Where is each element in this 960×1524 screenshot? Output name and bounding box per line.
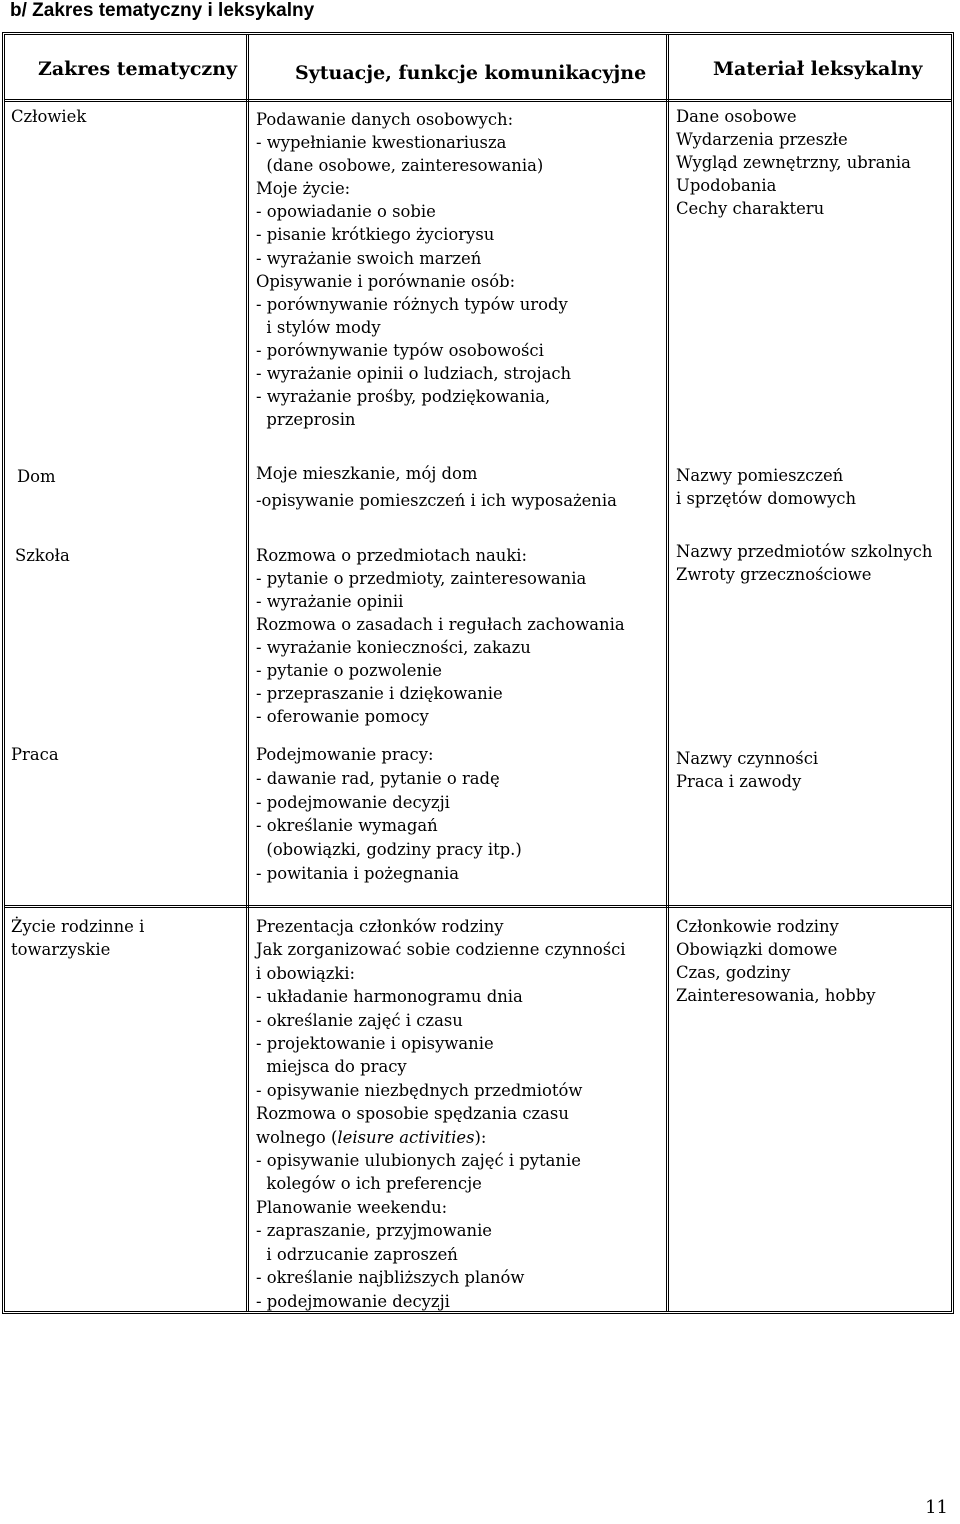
lexicon-szkola: Nazwy przedmiotów szkolnych Zwroty grzecznościowe [676, 542, 933, 584]
situations-praca: Podejmowanie pracy: - dawanie rad, pytanie o radę - podejmowanie decyzji - określanie wymagań (obowiązki, godziny pracy itp.) - powitania i pożegnania [256, 745, 522, 883]
column-divider [666, 34, 669, 1312]
situations-text-b: ): - opisywanie ulubionych zajęć i pytanie kolegów o ich preferencje Planowanie weekendu: - zapraszanie, przyjmowanie i odrzucanie zaproszeń - określanie najbliższych planów - podejmowanie decyzji [256, 1127, 581, 1311]
situations-dom: Moje mieszkanie, mój dom -opisywanie pomieszczeń i ich wyposażenia [256, 464, 617, 510]
header-zakres-tematyczny: Zakres tematyczny [38, 58, 238, 80]
header-material-leksykalny: Materiał leksykalny [713, 58, 923, 80]
header-divider [4, 99, 952, 102]
topic-szkola: Szkoła [15, 546, 70, 565]
topic-zycie-rodzinne: Życie rodzinne i towarzyskie [11, 917, 145, 959]
situations-czlowiek: Podawanie danych osobowych: - wypełnianie kwestionariusza (dane osobowe, zainteresowania) Moje życie: - opowiadanie o sobie - pisanie krótkiego życiorysu - wyrażanie swoich marzeń Opisywanie i porównanie osób: - porównywanie różnych typów urody i stylów mody - porównywanie typów osobowości - wyrażanie opinii o ludziach, strojach - wyrażanie prośby, podziękowania, przeprosin [256, 110, 572, 430]
column-divider [246, 34, 249, 1312]
lexicon-czlowiek: Dane osobowe Wydarzenia przeszłe Wygląd zewnętrzny, ubrania Upodobania Cechy charakteru [676, 107, 911, 218]
row-divider [4, 905, 952, 908]
situations-szkola: Rozmowa o przedmiotach nauki: - pytanie o przedmioty, zainteresowania - wyrażanie opinii Rozmowa o zasadach i regułach zachowania - wyrażanie konieczności, zakazu - pytanie o pozwolenie - przepraszanie i dziękowanie - oferowanie pomocy [256, 546, 625, 726]
header-sytuacje-funkcje: Sytuacje, funkcje komunikacyjne [295, 62, 647, 84]
topic-dom: Dom [17, 467, 56, 486]
page-number: 11 [925, 1497, 948, 1518]
lexicon-praca: Nazwy czynności Praca i zawody [676, 749, 819, 791]
topic-praca: Praca [11, 745, 59, 764]
section-title: b/ Zakres tematyczny i leksykalny [10, 0, 315, 21]
topic-czlowiek: Człowiek [11, 107, 87, 126]
lexicon-zycie-rodzinne: Członkowie rodziny Obowiązki domowe Czas, godziny Zainteresowania, hobby [676, 917, 876, 1005]
lexicon-dom: Nazwy pomieszczeń i sprzętów domowych [676, 466, 857, 508]
situations-zycie-rodzinne [256, 915, 626, 1313]
situations-text-a: Prezentacja członków rodziny Jak zorganizować sobie codzienne czynności i obowiązki: - układanie harmonogramu dnia - określanie zajęć i czasu - projektowanie i opisywanie miejsca do pracy - opisywanie niezbędnych przedmiotów Rozmowa o sposobie spędzania czasu wolnego ( [256, 917, 626, 1147]
situations-text-italic: leisure activities [337, 1127, 475, 1147]
